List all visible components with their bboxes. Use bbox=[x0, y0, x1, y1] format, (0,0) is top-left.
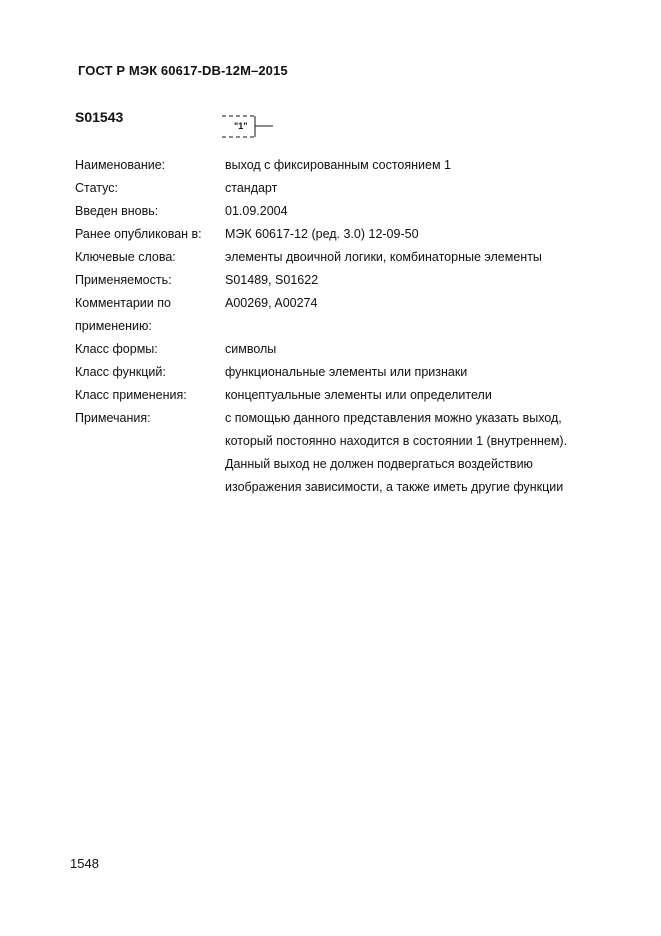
field-value: A00269, A00274 bbox=[225, 296, 318, 310]
field-value: S01489, S01622 bbox=[225, 273, 319, 287]
symbol-label: "1" bbox=[234, 121, 248, 131]
field-status bbox=[75, 177, 615, 200]
field-application-notes bbox=[75, 292, 615, 338]
field-label: Статус: bbox=[75, 181, 118, 195]
field-label: Ключевые слова: bbox=[75, 250, 176, 264]
field-name bbox=[75, 154, 615, 177]
field-label: Ранее опубликован в: bbox=[75, 227, 202, 241]
field-label bbox=[75, 292, 225, 338]
field-value: функциональные элементы или признаки bbox=[225, 365, 468, 379]
note-line: с помощью данного представления можно указать выход, bbox=[225, 411, 562, 425]
symbol-code: S01543 bbox=[75, 109, 124, 125]
note-line: который постоянно находится в состоянии 1 (внутреннем). bbox=[225, 434, 568, 448]
field-value bbox=[225, 407, 615, 499]
document-header: ГОСТ Р МЭК 60617-DB-12M–2015 bbox=[78, 63, 288, 78]
field-notes bbox=[75, 407, 615, 499]
field-value: выход с фиксированным состоянием 1 bbox=[225, 158, 451, 172]
field-value: концептуальные элементы или определители bbox=[225, 388, 492, 402]
field-label: Класс функций: bbox=[75, 365, 166, 379]
field-introduced bbox=[75, 200, 615, 223]
fixed-state-output-symbol bbox=[221, 112, 281, 142]
field-label: Наименование: bbox=[75, 158, 166, 172]
field-value: символы bbox=[225, 342, 277, 356]
field-label: Класс применения: bbox=[75, 388, 187, 402]
field-label: Класс формы: bbox=[75, 342, 158, 356]
field-value: МЭК 60617-12 (ред. 3.0) 12-09-50 bbox=[225, 227, 419, 241]
field-value: 01.09.2004 bbox=[225, 204, 288, 218]
field-label-line: Комментарии по bbox=[75, 296, 171, 310]
field-keywords bbox=[75, 246, 615, 269]
field-value: элементы двоичной логики, комбинаторные элементы bbox=[225, 250, 542, 264]
field-function-class bbox=[75, 361, 615, 384]
field-label: Применяемость: bbox=[75, 273, 172, 287]
field-previously-published bbox=[75, 223, 615, 246]
field-form-class bbox=[75, 338, 615, 361]
field-applicability bbox=[75, 269, 615, 292]
page-number: 1548 bbox=[70, 856, 99, 871]
note-line: Данный выход не должен подвергаться воздействию bbox=[225, 457, 533, 471]
field-application-class bbox=[75, 384, 615, 407]
field-label-line: применению: bbox=[75, 319, 152, 333]
note-line: изображения зависимости, а также иметь другие функции bbox=[225, 480, 564, 494]
field-label: Введен вновь: bbox=[75, 204, 159, 218]
field-value: стандарт bbox=[225, 181, 278, 195]
field-label: Примечания: bbox=[75, 411, 151, 425]
entry-fields bbox=[75, 154, 615, 499]
